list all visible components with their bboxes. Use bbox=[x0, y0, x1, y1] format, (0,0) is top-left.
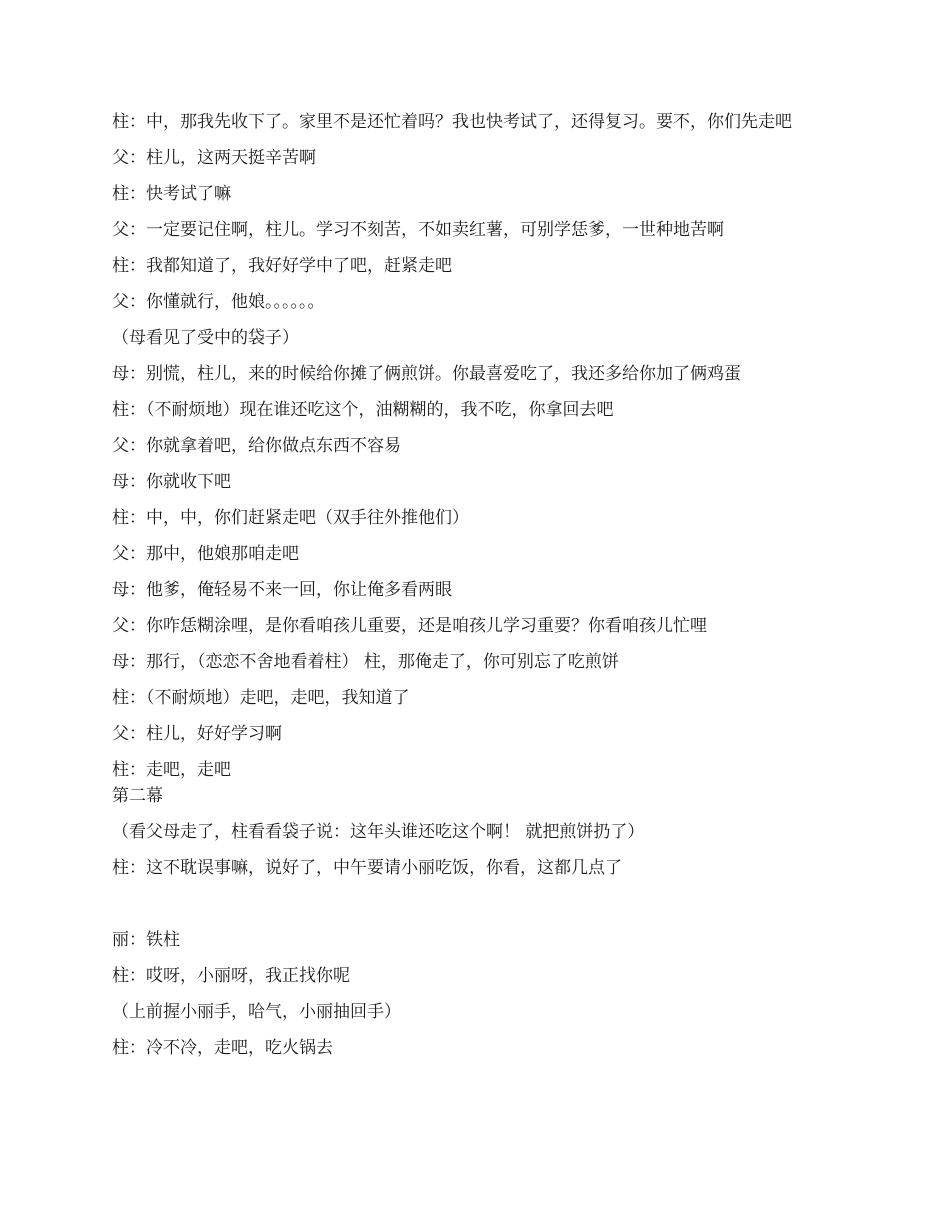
dialogue-line: 父：柱儿，这两天挺辛苦啊 bbox=[112, 148, 316, 168]
dialogue-line: 父：你懂就行，他娘。。。。。。 bbox=[112, 292, 325, 312]
dialogue-line: 柱：（不耐烦地）走吧，走吧，我知道了 bbox=[112, 688, 410, 708]
dialogue-line: 柱：中，中，你们赶紧走吧（双手往外推他们） bbox=[112, 508, 469, 528]
dialogue-line: 父：那中，他娘那咱走吧 bbox=[112, 544, 299, 564]
dialogue-line: 父：你咋恁糊涂哩，是你看咱孩儿重要，还是咱孩儿学习重要？你看咱孩儿忙哩 bbox=[112, 616, 707, 636]
dialogue-line: 丽：铁柱 bbox=[112, 930, 180, 950]
dialogue-line: 父：柱儿，好好学习啊 bbox=[112, 724, 282, 744]
dialogue-line: 柱：哎呀，小丽呀，我正找你呢 bbox=[112, 966, 350, 986]
dialogue-line: 母：你就收下吧 bbox=[112, 472, 231, 492]
document-page bbox=[112, 112, 838, 1074]
dialogue-line: 柱：（不耐烦地）现在谁还吃这个，油糊糊的，我不吃，你拿回去吧 bbox=[112, 400, 614, 420]
dialogue-line: 柱：冷不冷，走吧，吃火锅去 bbox=[112, 1038, 333, 1058]
stage-direction: （母看见了受中的袋子） bbox=[112, 328, 299, 348]
dialogue-line: 柱：这不耽误事嘛，说好了，中午要请小丽吃饭，你看，这都几点了 bbox=[112, 858, 622, 878]
stage-direction: （上前握小丽手，哈气，小丽抽回手） bbox=[112, 1002, 401, 1022]
stage-direction: （看父母走了，柱看看袋子说：这年头谁还吃这个啊！ 就把煎饼扔了） bbox=[112, 822, 645, 842]
dialogue-line: 父：一定要记住啊，柱儿。学习不刻苦，不如卖红薯，可别学恁爹，一世种地苦啊 bbox=[112, 220, 724, 240]
dialogue-line: 母：他爹，俺轻易不来一回，你让俺多看两眼 bbox=[112, 580, 452, 600]
dialogue-line: 母：那行，（恋恋不舍地看着柱） 柱，那俺走了，你可别忘了吃煎饼 bbox=[112, 652, 619, 672]
dialogue-line: 柱：走吧，走吧 bbox=[112, 760, 231, 780]
dialogue-line: 母：别慌，柱儿，来的时候给你摊了俩煎饼。你最喜爱吃了，我还多给你加了俩鸡蛋 bbox=[112, 364, 741, 384]
dialogue-line: 柱：快考试了嘛 bbox=[112, 184, 231, 204]
dialogue-line: 柱：中，那我先收下了。家里不是还忙着吗？我也快考试了，还得复习。要不，你们先走吧 bbox=[112, 112, 792, 132]
dialogue-line: 父：你就拿着吧，给你做点东西不容易 bbox=[112, 436, 401, 456]
dialogue-line: 柱：我都知道了，我好好学中了吧，赶紧走吧 bbox=[112, 256, 452, 276]
scene-heading: 第二幕 bbox=[112, 786, 163, 806]
